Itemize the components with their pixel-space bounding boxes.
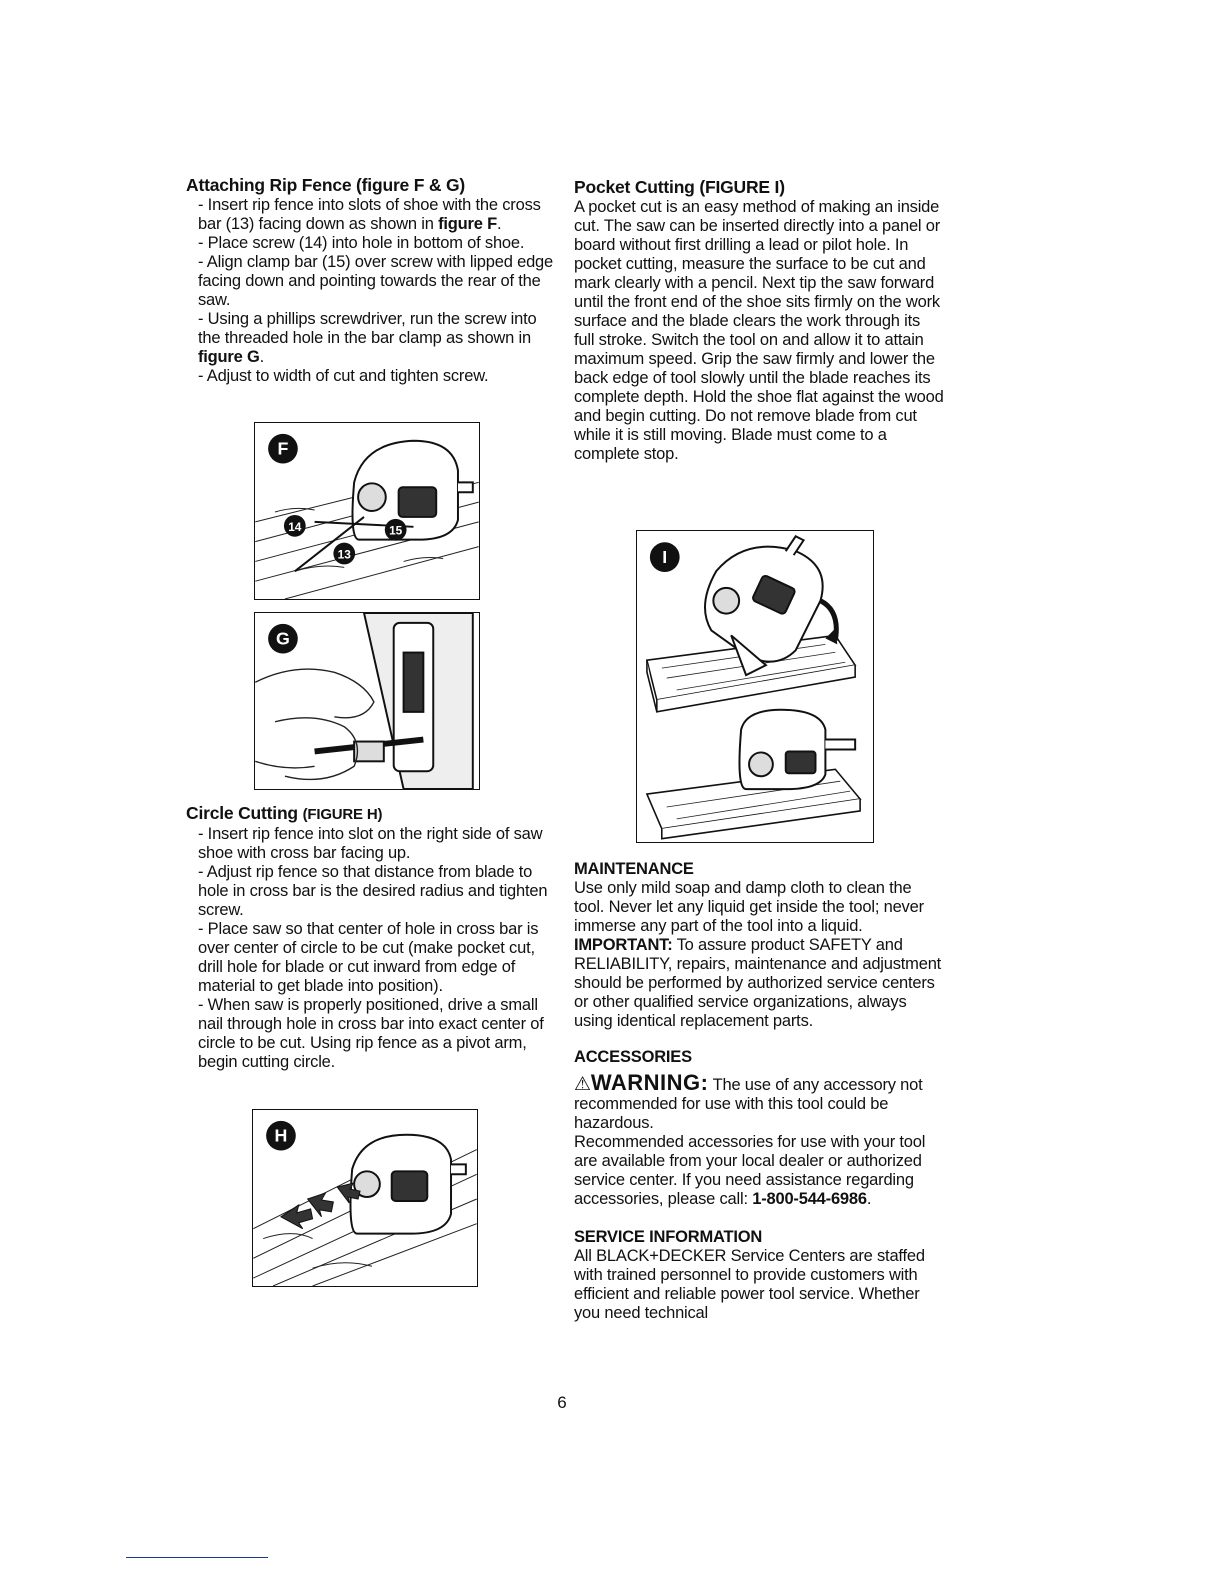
circle-cutting-steps	[186, 825, 556, 1072]
figure-letter: G	[276, 628, 290, 649]
rip-fence-heading: Attaching Rip Fence (figure F & G)	[186, 175, 466, 195]
callout-13: 13	[337, 547, 351, 562]
figure-letter: H	[274, 1125, 288, 1146]
pocket-cutting-section	[574, 177, 944, 464]
accessories-heading: ACCESSORIES	[574, 1048, 692, 1066]
circle-step: - Insert rip fence into slot on the right side of saw shoe with cross bar facing up.	[198, 825, 543, 862]
figure-f	[254, 422, 480, 600]
circle-cutting-section	[186, 803, 556, 1072]
figure-i-illustration	[637, 531, 873, 842]
maintenance-text: Use only mild soap and damp cloth to clean the tool. Never let any liquid get inside the tool; never immerse any part of the tool into a liquid.	[574, 879, 924, 935]
callout-15: 15	[389, 523, 403, 538]
figure-h-illustration	[253, 1110, 477, 1286]
circle-step: - When saw is properly positioned, drive a small nail through hole in cross bar into exact center of circle to be cut. Using rip fence as a pivot arm, begin cutting circle.	[198, 996, 544, 1071]
warning-note: ⚠WARNING: The use of any accessory not recommended for use with this tool could be hazardous.	[574, 1070, 923, 1132]
circle-step: - Adjust rip fence so that distance from blade to hole in cross bar is the desired radius and tighten screw.	[198, 863, 548, 919]
page-number: 6	[557, 1393, 567, 1412]
recommended-accessories-text: Recommended accessories for use with your tool are available from your local dealer or authorized service center. If you need assistance regarding accessories, please call: 1-800-544-6986.	[574, 1133, 926, 1208]
figure-i	[636, 530, 874, 843]
warning-triangle-icon: ⚠	[574, 1074, 591, 1095]
figure-letter: I	[662, 547, 668, 568]
figure-letter: F	[277, 438, 289, 459]
rip-step: - Insert rip fence into slots of shoe with the cross bar (13) facing down as shown in figure F.	[198, 196, 541, 233]
left-column	[186, 175, 556, 386]
maintenance-heading: MAINTENANCE	[574, 860, 694, 878]
pocket-cutting-heading: Pocket Cutting (FIGURE I)	[574, 177, 785, 197]
circle-cutting-heading: Circle Cutting (FIGURE H)	[186, 803, 383, 823]
rip-step: - Align clamp bar (15) over screw with lipped edge facing down and pointing towards the rear of the saw.	[198, 253, 554, 309]
callout-14: 14	[288, 519, 302, 534]
figure-h	[252, 1109, 478, 1287]
service-heading: SERVICE INFORMATION	[574, 1228, 763, 1246]
support-phone: 1-800-544-6986	[752, 1190, 867, 1208]
figure-f-illustration	[255, 423, 479, 599]
rip-step: - Place screw (14) into hole in bottom of shoe.	[198, 234, 525, 252]
pocket-cutting-text: A pocket cut is an easy method of making an inside cut. The saw can be inserted directly into a panel or board without first drilling a lead or pilot hole. In pocket cutting, measure the surface to be cut and mark clearly with a pencil. Next tip the saw forward until the front end of the shoe sits firmly on the work surface and the blade clears the work through its full stroke. Switch the tool on and allow it to attain maximum speed. Grip the saw firmly and lower the back edge of tool slowly until the blade reaches its complete depth. Hold the shoe flat against the wood and begin cutting. Do not remove blade from cut while it is still moving. Blade must come to a complete stop.	[574, 198, 944, 463]
rip-step: - Using a phillips screwdriver, run the screw into the threaded hole in the bar clamp as shown in figure G.	[198, 310, 537, 366]
figure-g	[254, 612, 480, 790]
service-text: All BLACK+DECKER Service Centers are staffed with trained personnel to provide customers with efficient and reliable power tool service. Whether you need technical	[574, 1247, 925, 1322]
figure-g-illustration	[255, 613, 479, 789]
circle-step: - Place saw so that center of hole in cross bar is over center of circle to be cut (make pocket cut, drill hole for blade or cut inward from edge of material to get blade into position).	[198, 920, 539, 995]
rip-fence-steps	[186, 196, 556, 386]
important-note: IMPORTANT: To assure product SAFETY and RELIABILITY, repairs, maintenance and adjustment should be performed by authorized service centers or other qualified service organizations, always using identical replacement parts.	[574, 936, 942, 1030]
rip-step: - Adjust to width of cut and tighten screw.	[198, 367, 489, 385]
maintenance-section	[574, 859, 944, 1323]
footer-rule	[126, 1557, 268, 1558]
